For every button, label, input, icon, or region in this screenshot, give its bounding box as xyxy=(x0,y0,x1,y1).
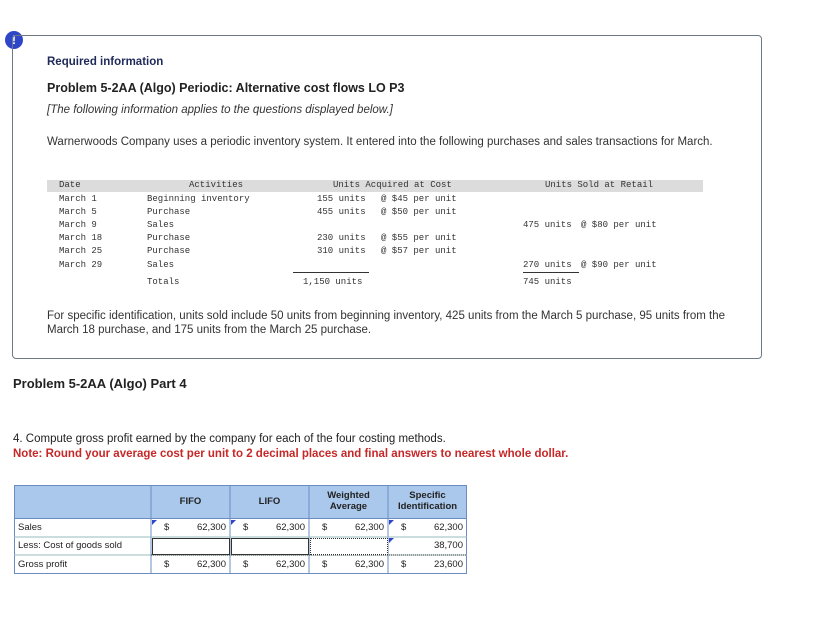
sales-weighted-input[interactable]: 62,300 xyxy=(354,522,384,533)
currency-symbol: $ xyxy=(401,522,407,533)
totals-label: Totals xyxy=(147,277,180,287)
header-fifo: FIFO xyxy=(179,496,202,507)
currency-symbol: $ xyxy=(322,559,328,570)
row-acq-units: 230 units xyxy=(317,233,366,243)
header-lifo: LIFO xyxy=(258,496,281,507)
currency-symbol: $ xyxy=(164,522,170,533)
row-activity: Sales xyxy=(147,260,175,270)
cogs-label: Less: Cost of goods sold xyxy=(18,540,123,551)
row-acq-cost: @ $57 per unit xyxy=(381,246,457,256)
gross-weighted-value: 62,300 xyxy=(354,559,384,570)
header-weighted-line1: Weighted xyxy=(327,490,370,501)
cogs-fifo-input[interactable] xyxy=(152,538,230,555)
row-acq-cost: @ $50 per unit xyxy=(381,207,457,217)
row-acq-units: 310 units xyxy=(317,246,366,256)
problem-title: Problem 5-2AA (Algo) Periodic: Alternative cost flows LO P3 xyxy=(47,81,405,95)
row-acq-units: 155 units xyxy=(317,194,366,204)
row-date: March 25 xyxy=(59,246,103,256)
cogs-specific-input[interactable]: 38,700 xyxy=(433,540,463,551)
alert-icon: ! xyxy=(5,31,23,49)
specific-identification-note: For specific identification, units sold include 50 units from beginning inventory, 425 units from the March 5 purchase, 95 units from the March 18 purchase, and 175 units from the March 25 purchase. xyxy=(47,310,726,336)
applies-note: [The following information applies to the questions displayed below.] xyxy=(47,104,393,116)
rounding-note: Note: Round your average cost per unit to 2 decimal places and final answers to nearest whole dollar. xyxy=(13,448,569,460)
gross-specific-value: 23,600 xyxy=(433,559,463,570)
cogs-lifo-input[interactable] xyxy=(231,538,309,555)
row-sold-price: @ $80 per unit xyxy=(581,220,657,230)
row-sold-units: 270 units xyxy=(523,260,572,270)
currency-symbol: $ xyxy=(164,559,170,570)
row-sold-price: @ $90 per unit xyxy=(581,260,657,270)
sales-specific-input[interactable]: 62,300 xyxy=(433,522,463,533)
answer-flag-icon xyxy=(152,520,157,525)
intro-text: Warnerwoods Company uses a periodic inventory system. It entered into the following purchases and sales transactions for March. xyxy=(47,136,713,148)
row-date: March 29 xyxy=(59,260,103,270)
sales-fifo-input[interactable]: 62,300 xyxy=(196,522,226,533)
gross-profit-table xyxy=(14,485,467,574)
required-information-label: Required information xyxy=(47,56,164,68)
sold-total-rule xyxy=(523,272,579,273)
header-weighted-line2: Average xyxy=(329,501,368,512)
acquired-total-rule xyxy=(293,272,369,273)
required-information-panel xyxy=(12,35,762,359)
sales-lifo-input[interactable]: 62,300 xyxy=(275,522,305,533)
header-units-sold: Units Sold at Retail xyxy=(545,180,654,190)
totals-sold: 745 units xyxy=(523,277,572,287)
gross-lifo-value: 62,300 xyxy=(275,559,305,570)
row-activity: Purchase xyxy=(147,246,191,256)
header-date: Date xyxy=(59,180,81,190)
question-text: 4. Compute gross profit earned by the company for each of the four costing methods. xyxy=(13,433,446,445)
header-activities: Activities xyxy=(189,180,244,190)
answer-flag-icon xyxy=(389,520,394,525)
answer-flag-icon xyxy=(389,538,394,543)
header-specific-line1: Specific xyxy=(409,490,446,501)
currency-symbol: $ xyxy=(322,522,328,533)
gross-fifo-value: 62,300 xyxy=(196,559,226,570)
row-date: March 1 xyxy=(59,194,97,204)
currency-symbol: $ xyxy=(243,559,249,570)
answer-flag-icon xyxy=(231,520,236,525)
row-activity: Beginning inventory xyxy=(147,194,250,204)
sales-label: Sales xyxy=(18,522,42,533)
row-date: March 9 xyxy=(59,220,97,230)
row-activity: Purchase xyxy=(147,233,191,243)
row-date: March 18 xyxy=(59,233,103,243)
header-specific-line2: Identification xyxy=(397,501,458,512)
row-activity: Sales xyxy=(147,220,175,230)
row-acq-cost: @ $55 per unit xyxy=(381,233,457,243)
currency-symbol: $ xyxy=(243,522,249,533)
row-acq-cost: @ $45 per unit xyxy=(381,194,457,204)
part-title: Problem 5-2AA (Algo) Part 4 xyxy=(13,376,187,391)
row-date: March 5 xyxy=(59,207,97,217)
gross-profit-label: Gross profit xyxy=(18,559,68,570)
row-acq-units: 455 units xyxy=(317,207,366,217)
totals-acquired: 1,150 units xyxy=(303,277,363,287)
row-activity: Purchase xyxy=(147,207,191,217)
cogs-weighted-input[interactable] xyxy=(310,538,388,555)
currency-symbol: $ xyxy=(401,559,407,570)
row-sold-units: 475 units xyxy=(523,220,572,230)
header-units-acquired: Units Acquired at Cost xyxy=(333,180,452,190)
